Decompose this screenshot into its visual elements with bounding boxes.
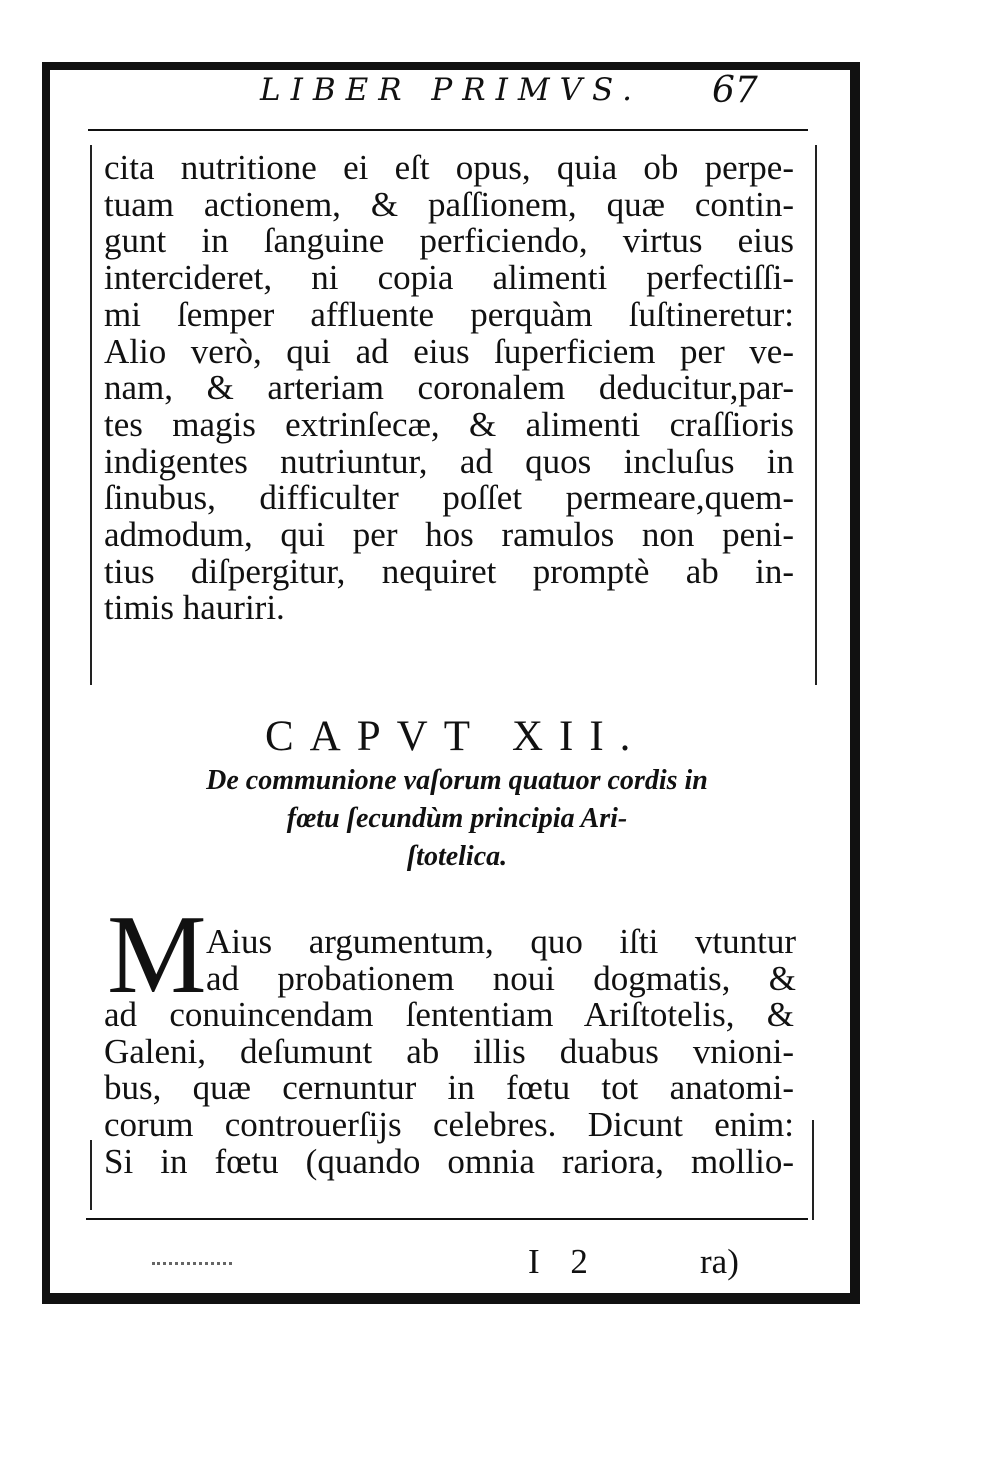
footer-dots <box>152 1262 232 1265</box>
text-line: Alio verò, qui ad eius ſuperficiem per ve- <box>104 331 794 371</box>
text-line: bus, quæ cernuntur in fœtu tot anatomi- <box>104 1068 794 1108</box>
header-rule <box>88 129 808 131</box>
text-line: tius diſpergitur, nequiret promptè ab in- <box>104 551 794 591</box>
subtitle-line: fœtu ſecundùm principia Ari- <box>286 803 628 834</box>
page-number: 67 <box>712 70 758 111</box>
text-line: tes magis extrinſecæ, & alimenti craſſioris <box>104 404 794 444</box>
text-line: ſinubus, difficulter poſſet permeare,quem- <box>104 478 794 518</box>
catchword: ra) <box>700 1242 739 1281</box>
text-line: Aius argumentum, quo iſti vtuntur <box>206 922 796 961</box>
text-line: corum controuerſijs celebres. Dicunt enim: <box>104 1105 794 1145</box>
running-head: LIBER PRIMVS. <box>260 72 642 108</box>
text-line: admodum, qui per hos ramulos non peni- <box>104 515 794 555</box>
paragraph-2-indented <box>206 924 796 997</box>
text-line: ad conuincendam ſententiam Ariſtotelis, & <box>104 995 794 1034</box>
text-line: Galeni, deſumunt ab illis duabus vnioni- <box>104 1031 794 1071</box>
text-line: ad probationem noui dogmatis, & <box>206 958 796 998</box>
right-margin-mark <box>815 145 817 685</box>
paragraph-1 <box>104 150 794 627</box>
text-line: nam, & arteriam coronalem deducitur,par- <box>104 368 794 408</box>
chapter-heading: CAPVT XII. <box>265 713 647 760</box>
signature-mark: I 2 <box>528 1242 588 1281</box>
text-line: tuam actionem, & paſſionem, quæ contin- <box>104 184 794 224</box>
drop-cap: M <box>107 893 207 1017</box>
subtitle-line: De communione vaſorum quatuor cordis in <box>206 765 708 796</box>
chapter-subtitle <box>112 762 802 876</box>
text-line: gunt in ſanguine perficiendo, virtus eius <box>104 221 794 261</box>
text-line: indigentes nutriuntur, ad quos incluſus in <box>104 441 794 481</box>
right-margin-mark-lower <box>812 1120 814 1220</box>
text-line: Si in fœtu (quando omnia rariora, mollio- <box>104 1141 794 1181</box>
text-line: intercideret, ni copia alimenti perfectiſſi- <box>104 258 794 298</box>
left-margin-mark <box>90 145 92 685</box>
subtitle-line: ſtotelica. <box>406 841 508 872</box>
text-line: timis hauriri. <box>104 588 285 628</box>
left-margin-mark-lower <box>90 1140 92 1210</box>
paragraph-2 <box>104 997 794 1181</box>
text-line: mi ſemper affluente perquàm ſuſtineretur: <box>104 294 794 334</box>
footer-rule <box>86 1218 808 1220</box>
text-line: cita nutritione ei eſt opus, quia ob perpe- <box>104 148 794 187</box>
